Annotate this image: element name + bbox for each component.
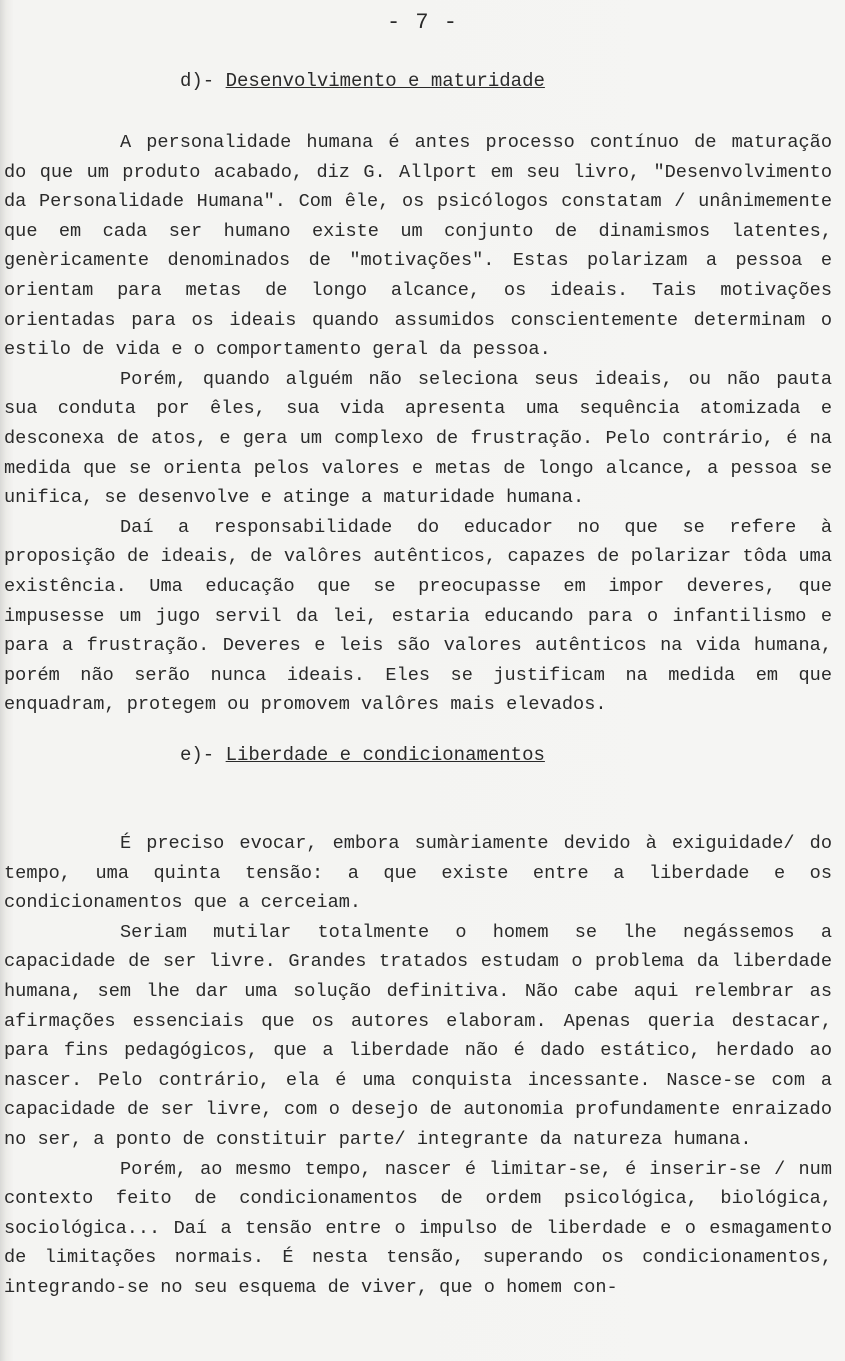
paragraph: Porém, ao mesmo tempo, nascer é limitar-se, é inserir-se / num contexto feito de condicionamentos de ordem psicológica, biológica, sociológica... Daí a tensão entre o impulso de liberdade e o esmagamento de limitações normais. É nesta tensão, superando os condicionamentos, integrando-se no seu esquema de viver, que o homem con-: [4, 1158, 832, 1298]
paragraph: Daí a responsabilidade do educador no que se refere à proposição de ideais, de valôres autênticos, capazes de polarizar tôda uma existência. Uma educação que se preocupasse em impor deveres, que impusesse um jugo servil da lei, estaria educando para o infantilismo e para a frustração. Deveres e leis são valores autênticos na vida humana, porém não serão nunca ideais. Eles se justificam na medida em que enquadram, protegem ou promovem valôres mais elevados.: [4, 516, 832, 716]
section-e-heading: [180, 744, 545, 766]
section-e-body: [4, 829, 832, 1303]
page-number: - 7 -: [386, 10, 458, 35]
paragraph: A personalidade humana é antes processo contínuo de maturação do que um produto acabado, diz G. Allport em seu livro, "Desenvolvimento da Personalidade Humana". Com êle, os psicólogos constatam / unânimemente que em cada ser humano existe um conjunto de dinamismos latentes, genèricamente denominados de "motivações". Estas polarizam a pessoa e orientam para metas de longo alcance, os ideais. Tais motivações orientadas para os ideais quando assumidos conscientemente determinam o estilo de vida e o comportamento geral da pessoa.: [4, 132, 832, 361]
section-d-title: Desenvolvimento e maturidade: [225, 70, 545, 92]
paragraph: É preciso evocar, embora sumàriamente devido à exiguidade/ do tempo, uma quinta tensão: a que existe entre a liberdade e os condicionamentos que a cerceiam.: [4, 833, 832, 914]
section-d-prefix: d)-: [180, 70, 215, 92]
section-d-heading: [180, 70, 545, 92]
section-e-prefix: e)-: [180, 744, 215, 766]
paragraph: Seriam mutilar totalmente o homem se lhe negássemos a capacidade de ser livre. Grandes tratados estudam o problema da liberdade humana, sem lhe dar uma solução definitiva. Não cabe aqui relembrar as afirmações essenciais que os autores elaboram. Apenas queria destacar, para fins pedagógicos, que a liberdade não é dado estático, herdado ao nascer. Pelo contrário, ela é uma conquista incessante. Nasce-se com a capacidade de ser livre, com o desejo de autonomia profundamente enraizado no ser, a ponto de constituir parte/ integrante da natureza humana.: [4, 921, 832, 1150]
section-e-title: Liberdade e condicionamentos: [225, 744, 545, 766]
paragraph: Porém, quando alguém não seleciona seus ideais, ou não pauta sua conduta por êles, sua vida apresenta uma sequência atomizada e desconexa de atos, e gera um complexo de frustração. Pelo contrário, é na medida que se orienta pelos valores e metas de longo alcance, a pessoa se unifica, se desenvolve e atinge a maturidade humana.: [4, 368, 832, 509]
section-d-body: [4, 128, 832, 720]
